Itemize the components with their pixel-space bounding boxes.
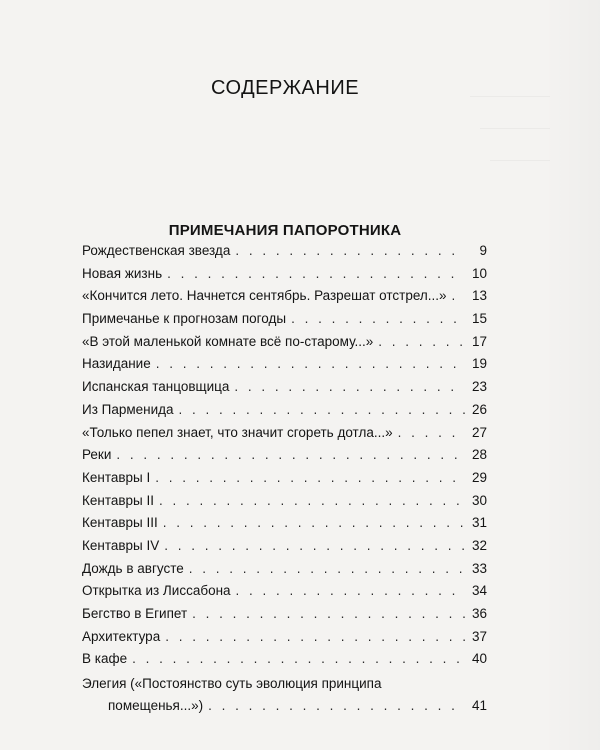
toc-entry[interactable] bbox=[82, 515, 487, 538]
toc-entry-title: Рождественская звезда bbox=[82, 243, 231, 258]
toc-entry-title: В кафе bbox=[82, 651, 128, 667]
toc-entry[interactable] bbox=[82, 470, 487, 493]
dot-leader bbox=[165, 629, 465, 644]
toc-entry-page: 37 bbox=[471, 628, 487, 644]
dot-leader bbox=[291, 311, 465, 326]
toc-entry-title: Кентавры III bbox=[82, 515, 158, 531]
toc-entry-title: Дождь в августе bbox=[82, 560, 184, 576]
dot-leader bbox=[167, 266, 465, 281]
toc-entry-title: «Только пепел знает, что значит сгореть дотла...» bbox=[82, 424, 393, 440]
table-of-contents bbox=[82, 243, 487, 720]
toc-entry-title: Примечанье к прогнозам погоды bbox=[82, 311, 287, 327]
toc-entry-line bbox=[82, 698, 487, 713]
toc-entry[interactable] bbox=[82, 561, 487, 584]
toc-entry-title: «В этой маленькой комнате всё по-старому...» bbox=[82, 333, 374, 349]
dot-leader bbox=[192, 606, 465, 621]
toc-entry[interactable] bbox=[82, 425, 487, 448]
toc-entry-page: 30 bbox=[471, 492, 487, 508]
toc-entry[interactable] bbox=[82, 583, 487, 606]
toc-entry-title: Кентавры II bbox=[82, 492, 155, 508]
toc-entry[interactable] bbox=[82, 311, 487, 334]
toc-entry-page: 28 bbox=[471, 447, 487, 463]
toc-entry[interactable] bbox=[82, 356, 487, 379]
dot-leader bbox=[163, 515, 465, 530]
toc-entry-title: Назидание bbox=[82, 356, 151, 372]
toc-entry[interactable] bbox=[82, 334, 487, 357]
dot-leader bbox=[132, 651, 465, 666]
toc-entry[interactable] bbox=[82, 243, 487, 266]
toc-entry-page: 41 bbox=[471, 698, 487, 714]
toc-entry-page: 17 bbox=[471, 333, 487, 349]
dot-leader bbox=[235, 243, 465, 258]
dot-leader bbox=[189, 561, 465, 576]
page-edge-shadow bbox=[544, 0, 600, 750]
dot-leader bbox=[398, 425, 465, 440]
toc-entry-title-continued: помещенья...») bbox=[108, 698, 204, 714]
toc-entry-page: 29 bbox=[471, 469, 487, 485]
dot-leader bbox=[155, 470, 465, 485]
toc-entry-title: Реки bbox=[82, 447, 112, 463]
toc-entry-multiline[interactable] bbox=[82, 674, 487, 720]
toc-entry-page: 9 bbox=[479, 243, 487, 258]
toc-entry-title: Испанская танцовщица bbox=[82, 379, 230, 395]
toc-entry-title: Кентавры IV bbox=[82, 537, 160, 553]
toc-entry-page: 26 bbox=[471, 401, 487, 417]
toc-entry-page: 27 bbox=[471, 424, 487, 440]
dot-leader bbox=[116, 447, 465, 462]
toc-entry-page: 19 bbox=[471, 356, 487, 372]
toc-entry-title: Открытка из Лиссабона bbox=[82, 583, 231, 599]
toc-entry[interactable] bbox=[82, 606, 487, 629]
toc-entry-title: Кентавры I bbox=[82, 469, 151, 485]
toc-entry-page: 40 bbox=[471, 651, 487, 667]
toc-entry-page: 33 bbox=[471, 560, 487, 576]
bleed-through-line bbox=[480, 128, 550, 129]
toc-entry-page: 23 bbox=[471, 379, 487, 395]
toc-entry[interactable] bbox=[82, 402, 487, 425]
toc-entry[interactable] bbox=[82, 493, 487, 516]
dot-leader bbox=[156, 356, 465, 371]
toc-entry[interactable] bbox=[82, 629, 487, 652]
toc-entry[interactable] bbox=[82, 651, 487, 674]
page-title: СОДЕРЖАНИЕ bbox=[210, 77, 360, 99]
toc-entry-page: 31 bbox=[471, 515, 487, 531]
dot-leader bbox=[179, 402, 465, 417]
toc-entry-title: Элегия («Постоянство суть эволюция принципа bbox=[82, 676, 382, 692]
toc-entry-page: 34 bbox=[471, 583, 487, 599]
dot-leader bbox=[208, 698, 465, 713]
toc-entry[interactable] bbox=[82, 379, 487, 402]
toc-entry-title: «Кончится лето. Начнется сентябрь. Разрешат отстрел...» bbox=[82, 288, 447, 304]
toc-entry[interactable] bbox=[82, 288, 487, 311]
bleed-through-line bbox=[490, 160, 550, 161]
dot-leader bbox=[378, 334, 465, 349]
toc-entry-title: Из Парменида bbox=[82, 401, 174, 417]
toc-entry-title: Архитектура bbox=[82, 628, 161, 644]
dot-leader bbox=[159, 493, 465, 508]
dot-leader bbox=[452, 288, 465, 303]
toc-entry-page: 32 bbox=[471, 537, 487, 553]
toc-entry-page: 13 bbox=[471, 288, 487, 304]
toc-entry-page: 10 bbox=[471, 265, 487, 281]
toc-entry-page: 36 bbox=[471, 606, 487, 621]
dot-leader bbox=[164, 538, 465, 553]
toc-entry-title: Новая жизнь bbox=[82, 265, 163, 281]
toc-entry-page: 15 bbox=[471, 311, 487, 327]
toc-entry[interactable] bbox=[82, 266, 487, 289]
toc-entry[interactable] bbox=[82, 447, 487, 470]
toc-entry[interactable] bbox=[82, 538, 487, 561]
dot-leader bbox=[236, 583, 465, 598]
dot-leader bbox=[234, 379, 465, 394]
section-title: ПРИМЕЧАНИЯ ПАПОРОТНИКА bbox=[168, 222, 402, 239]
toc-entry-line bbox=[82, 676, 487, 698]
toc-entry-title: Бегство в Египет bbox=[82, 606, 188, 621]
